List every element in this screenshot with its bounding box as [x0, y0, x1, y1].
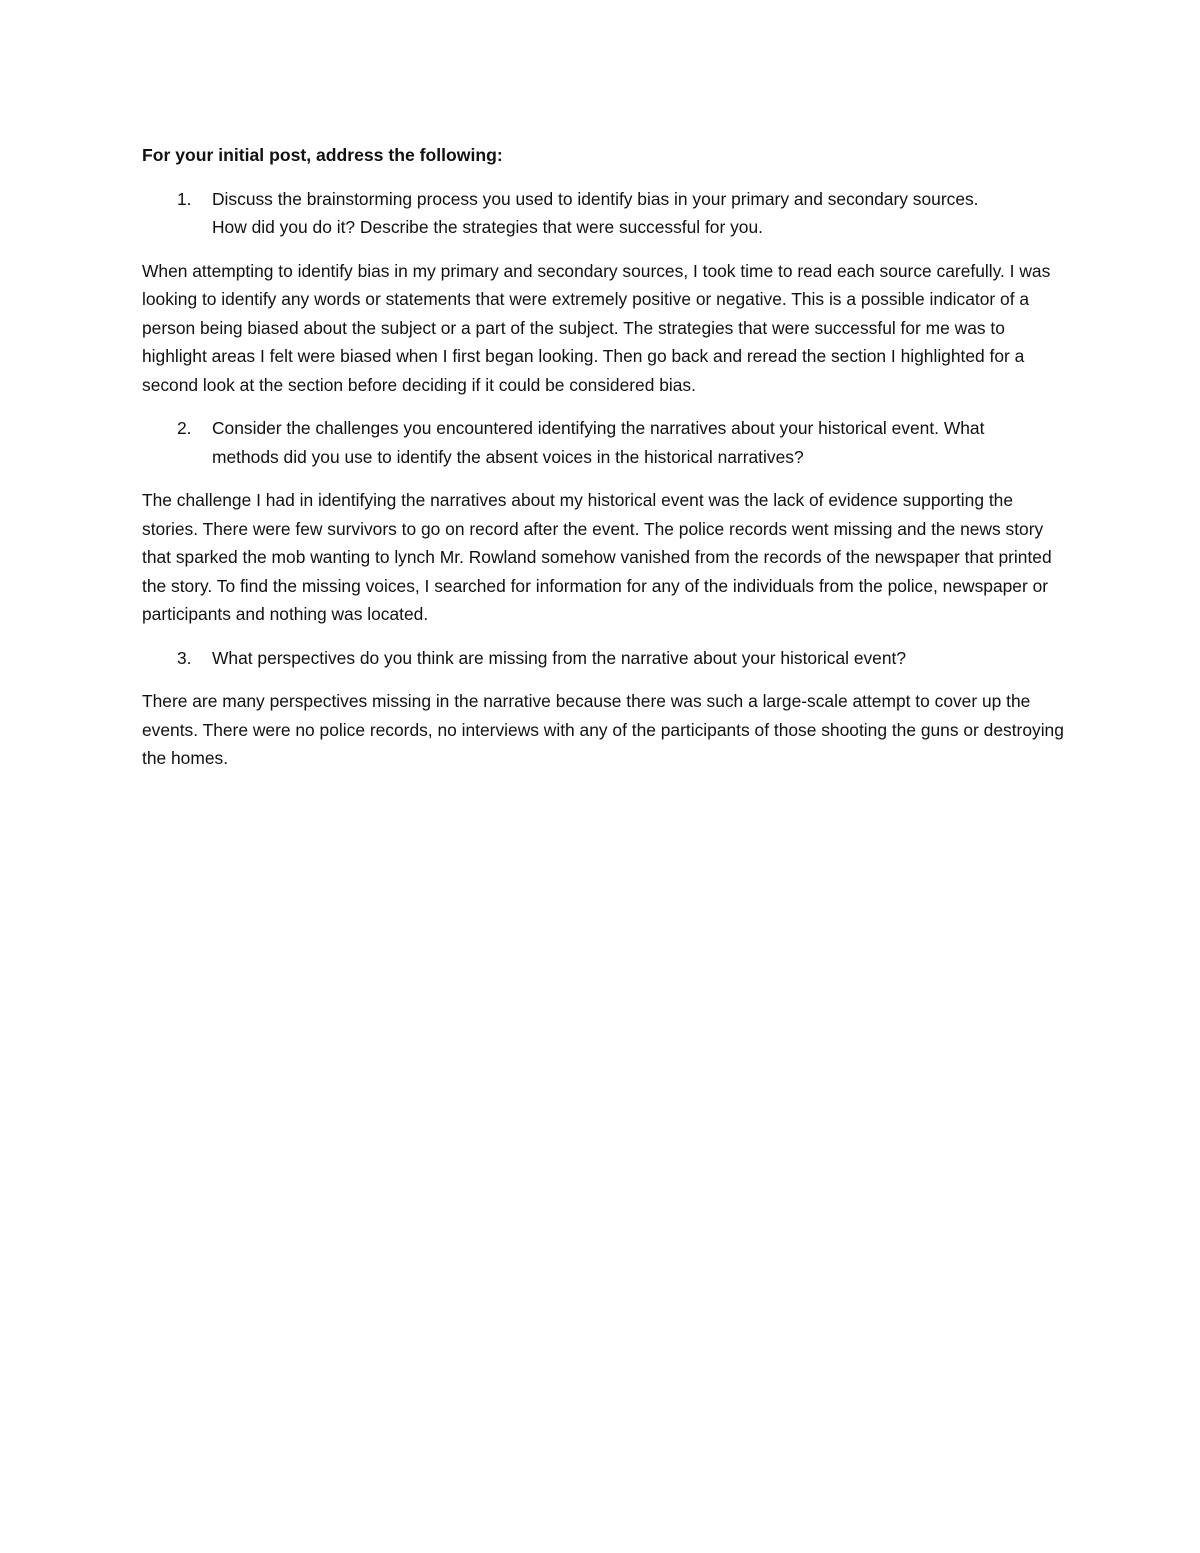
question-item-3	[142, 644, 1072, 673]
document-body	[142, 141, 1072, 788]
question-item-1	[142, 185, 1072, 242]
answer-paragraph-1: When attempting to identify bias in my primary and secondary sources, I took time to read each source carefully. I was looking to identify any words or statements that were extremely positive or negative. This is a possible indicator of a person being biased about the subject or a part of the subject. The strategies that were successful for me was to highlight areas I felt were biased when I first began looking. Then go back and reread the section I highlighted for a second look at the section before deciding if it could be considered bias.	[142, 260, 1051, 395]
question-text: What perspectives do you think are missing from the narrative about your historical event?	[212, 647, 907, 668]
question-item-2	[142, 414, 1072, 471]
answer-paragraph-2: The challenge I had in identifying the narratives about my historical event was the lack of evidence supporting the stories. There were few survivors to go on record after the event. The police records went missing and the news story that sparked the mob wanting to lynch Mr. Rowland somehow vanished from the records of the newspaper that printed the story. To find the missing voices, I searched for information for any of the individuals from the police, newspaper or participants and nothing was located.	[142, 490, 1052, 624]
question-text: Discuss the brainstorming process you used to identify bias in your primary and secondary sources. How did you do it? Describe the strategies that were successful for you.	[212, 188, 979, 237]
question-number: 3.	[177, 647, 192, 668]
question-number: 1.	[177, 188, 192, 209]
answer-paragraph-3: There are many perspectives missing in the narrative because there was such a large-scale attempt to cover up the events. There were no police records, no interviews with any of the participants of those shooting the guns or destroying the homes.	[142, 691, 1064, 768]
question-number: 2.	[177, 418, 192, 438]
document-heading: For your initial post, address the following:	[142, 145, 503, 165]
question-text: Consider the challenges you encountered identifying the narratives about your historical event. What methods did you use to identify the absent voices in the historical narratives?	[212, 418, 985, 467]
